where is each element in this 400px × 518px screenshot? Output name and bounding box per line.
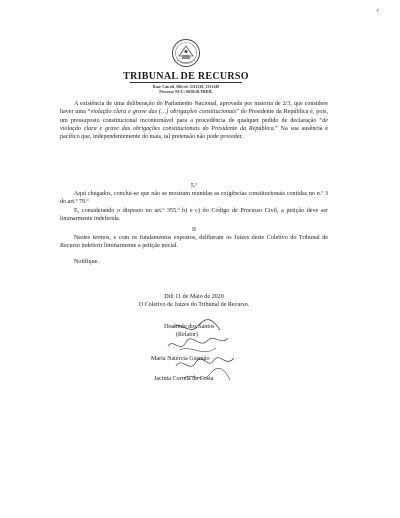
header-divider bbox=[130, 82, 242, 83]
date-line: Dili 11 de Maio de 2020 bbox=[164, 294, 224, 300]
signatory-relator-role: (Relator) bbox=[176, 332, 198, 338]
court-emblem-icon bbox=[171, 38, 201, 68]
p1-text-b: ” do Presidente da República é, pois, um pressuposto constitucional incontornável para a procedência de qualquer pedido de declaração “ bbox=[60, 109, 328, 124]
paragraph-notify bbox=[60, 258, 328, 266]
paragraph-decision bbox=[60, 234, 328, 251]
p3-text: E, considerando o disposto no art.º 355.º b) e c) do Código de Processo Civil, a petição deve ser liminarmente indeferida. bbox=[60, 208, 328, 223]
paragraph-conclusion bbox=[60, 190, 328, 207]
paragraph-deliberation bbox=[60, 100, 328, 141]
court-name: TRIBUNAL DE RECURSO bbox=[123, 71, 249, 82]
signatory-relator-name: Deolindo dos Santos bbox=[164, 324, 215, 330]
process-number: Processo NUC: 0020/20.TRDIL bbox=[159, 89, 213, 94]
section-mark-ii: II bbox=[191, 227, 197, 233]
p1-text-c: ” Na sua ausência é pacífico que, independentemente do mais, tal pretensão não pode proceder. bbox=[60, 125, 328, 141]
court-address: Rua: Caicoli, Dili tel. 3311230, 3331149 bbox=[152, 84, 220, 89]
p5-text: Notifique. bbox=[74, 259, 99, 265]
p4-text: Nestes termos, e com os fundamentos expostos, deliberam os Juízes deste Coletivo do Tribunal de Recurso indeferir liminarmente a petição inicial. bbox=[60, 235, 328, 250]
p1-quote-1: violação clara e grave das (…) obrigações constitucionais bbox=[90, 109, 237, 116]
signatory-2-name: Maria Natércia Gusmão bbox=[151, 356, 210, 362]
paragraph-considering bbox=[60, 207, 328, 224]
p1-quote-2: de violação clara e grave das obrigações constitucionais do Presidente da República. bbox=[60, 117, 328, 132]
p2-text: Aqui chegados, conclui-se que não se mostram reunidas as exigências constitucionais contidas no n.º 3 do art.º 79.º bbox=[60, 191, 328, 206]
signatory-3-name: Jacinta Correia da Costa bbox=[154, 376, 214, 382]
college-line: O Coletivo de Juízes do Tribunal de Recurso. bbox=[138, 302, 250, 308]
corner-mark: ‹ bbox=[376, 6, 380, 16]
section-mark-5: 5.º bbox=[190, 183, 198, 189]
p1-text-a: A existência de uma deliberação do Parlamento Nacional, aprovada por maioria de 2/3, que considere haver uma “ bbox=[60, 101, 328, 116]
